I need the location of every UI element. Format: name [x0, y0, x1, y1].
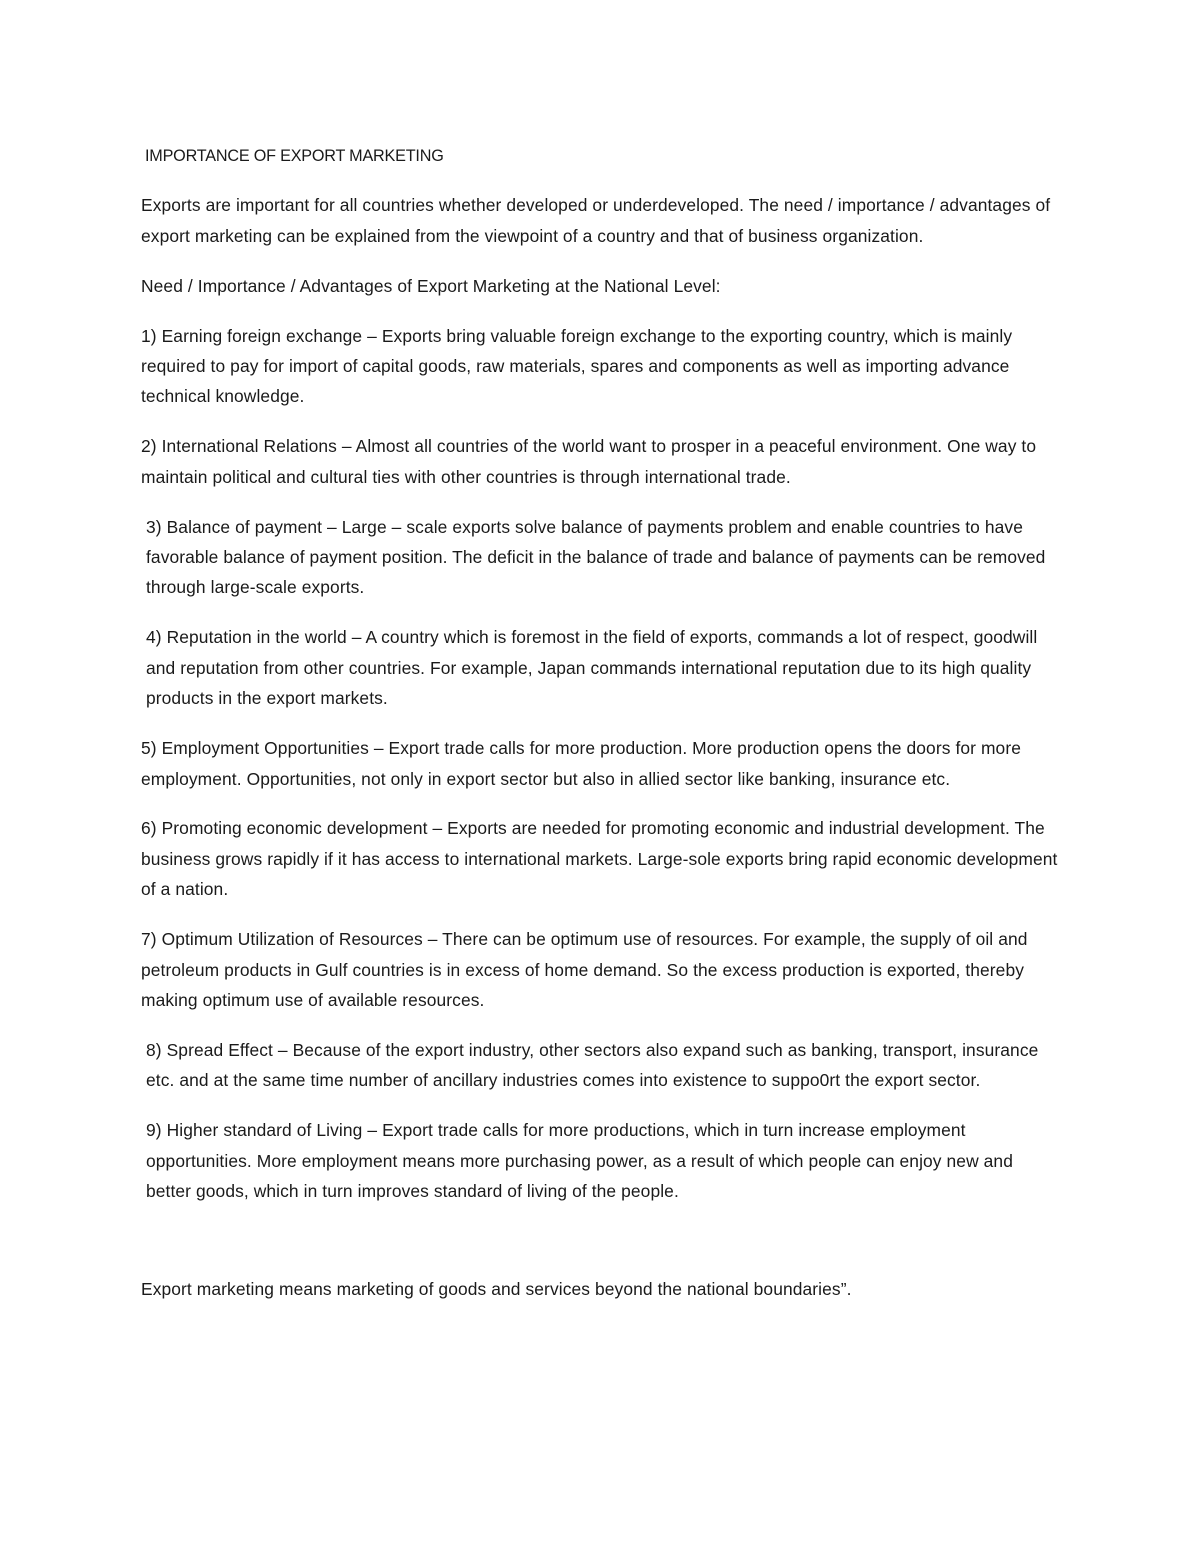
point-7-paragraph: 7) Optimum Utilization of Resources – There can be optimum use of resources. For example, the supply of oil and petroleum products in Gulf countries is in excess of home demand. So the excess production is exported, thereby making optimum use of available resources.	[141, 929, 1028, 1010]
document-title: IMPORTANCE OF EXPORT MARKETING	[145, 147, 444, 165]
point-3-paragraph: 3) Balance of payment – Large – scale exports solve balance of payments problem and enable countries to have favorable balance of payment position. The deficit in the balance of trade and balance of payments can be removed through large-scale exports.	[146, 516, 1046, 598]
point-6-paragraph: 6) Promoting economic development – Exports are needed for promoting economic and industrial development. The business grows rapidly if it has access to international markets. Large-sole exports bring rapid economic development of a nation.	[141, 818, 1058, 900]
point-4-paragraph: 4) Reputation in the world – A country which is foremost in the field of exports, commands a lot of respect, goodwill and reputation from other countries. For example, Japan commands international reputation due to its high quality products in the export markets.	[146, 627, 1038, 709]
point-8-paragraph: 8) Spread Effect – Because of the export industry, other sectors also expand such as banking, transport, insurance etc. and at the same time number of ancillary industries comes into existence to suppo0rt the export sector.	[146, 1039, 1039, 1091]
point-5-paragraph: 5) Employment Opportunities – Export trade calls for more production. More production opens the doors for more employment. Opportunities, not only in export sector but also in allied sector like banking, insurance etc.	[141, 738, 1021, 789]
section-heading: Need / Importance / Advantages of Export Marketing at the National Level:	[141, 275, 721, 296]
document-body	[141, 141, 1061, 1324]
point-2-paragraph: 2) International Relations – Almost all countries of the world want to prosper in a peaceful environment. One way to maintain political and cultural ties with other countries is through international trade.	[141, 436, 1037, 487]
closing-paragraph: Export marketing means marketing of goods and services beyond the national boundaries”.	[141, 1279, 852, 1300]
point-9-paragraph: 9) Higher standard of Living – Export trade calls for more productions, which in turn increase employment opportunities. More employment means more purchasing power, as a result of which people can enjoy new and better goods, which in turn improves standard of living of the people.	[146, 1120, 1013, 1201]
intro-paragraph: Exports are important for all countries whether developed or underdeveloped. The need / importance / advantages of export marketing can be explained from the viewpoint of a country and that of business organization.	[141, 195, 1051, 246]
point-1-paragraph: 1) Earning foreign exchange – Exports bring valuable foreign exchange to the exporting country, which is mainly required to pay for import of capital goods, raw materials, spares and components as well as importing advance technical knowledge.	[141, 325, 1013, 407]
